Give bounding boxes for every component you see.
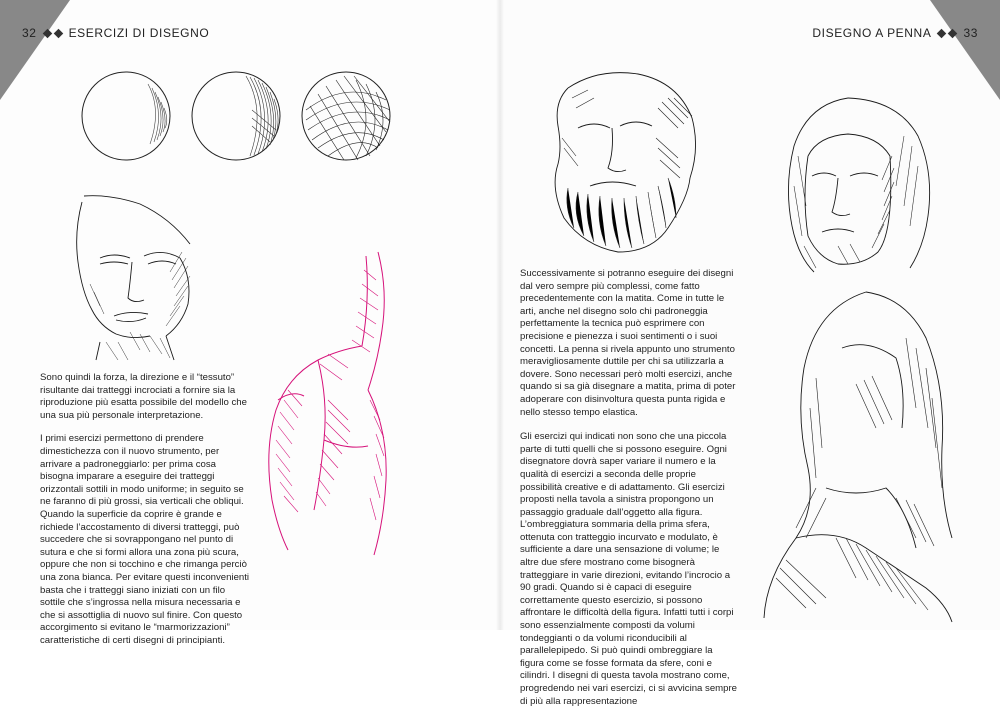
running-head-right: DISEGNO A PENNA — [812, 26, 932, 40]
sphere-sketch-medium-icon — [186, 70, 290, 164]
paragraph: Sono quindi la forza, la direzione e il “tessuto” risultante dai tratteggi incrociati a fornire sia la riproduzione più esatta possibile del modello che una sua più personale interpretazione. — [40, 372, 247, 421]
right-running-header — [812, 26, 978, 40]
paragraph: Successivamente si potranno eseguire dei disegni dal vero sempre più complessi, come fatto precedentemente con la matita. Come in tutte le arti, anche nel disegno solo chi padroneggia perfettamente la tecnica può esprimere con precisione e pienezza i suoi sentimenti o i suoi concetti. La penna si rivela appunto uno strumento meravigliosamente duttile per chi sa utilizzarla a dovere. Sono necessari però molti esercizi, anche quando si sa già disegnare a matita, prima di poter adoperare con disinvoltura questa punta rigida e nello stesso tempo elastica. — [520, 268, 736, 418]
magenta-torso-sketch-icon — [258, 250, 408, 560]
book-gutter — [496, 0, 504, 630]
diamond-ornament-icon — [43, 29, 63, 38]
paragraph: Gli esercizi qui indicati non sono che una piccola parte di tutti quelli che si possono eseguire. Ogni disegnatore dovrà saper variare il numero e la qualità di esercizi a seconda delle proprie possibilità creative e di adattamento. Gli esercizi proposti nella tavola a sinistra propongono un passaggio graduale dall’oggetto alla figura. L’ombreggiatura sommaria della prima sfera, ottenuta con tratteggio incurvato e modulato, è sufficiente a dare una sensazione di volume; le altre due sfere mostrano come bisognerà tratteggiare in varie direzioni, evitando l’incrocio a 90 gradi. Quando si è capaci di eseguire correttamente questo esercizio, si possono affrontare le difficoltà della figura. Infatti tutti i corpi sono essenzialmente composti da volumi tondeggianti o da volumi riconducibili al parallelepipedo. Si può quindi ombreggiare la figura come se fosse formata da sfere, coni e cilindri. I disegni di questa tavola mostrano come, progredendo nei vari esercizi, ci si avvicina sempre di più alla rappresentazione — [520, 431, 738, 707]
veiled-woman-face-sketch-icon — [778, 96, 938, 272]
draped-figure-sketch-icon — [756, 288, 956, 624]
sphere-sketch-dark-icon — [296, 70, 400, 164]
corner-triangle-left — [0, 0, 70, 100]
page-number-right: 33 — [963, 26, 978, 40]
right-page — [500, 0, 1000, 707]
paragraph: I primi esercizi permettono di prendere dimestichezza con il nuovo strumento, per arrivare a padroneggiarlo: per prima cosa bisogna imparare a eseguire dei tratteggi orizzontali sottili in modo uniforme; in seguito se ne faranno di più grossi, sia verticali che obliqui. Quando la superficie da coprire è grande e richiede l’accostamento di diversi tratteggi, può succedere che si sovrappongano nel punto di sutura e che si formi allora una zona più scura, oppure che non si tocchino e che rimanga perciò una zona bianca. Per evitare questi inconvenienti basta che i tratteggi siano iniziati con un filo sottile che s’ingrossa nella misura necessaria e che si assottiglia di nuovo sul finire. Con questo accorgimento si evitano le “marmorizzazioni” caratteristiche di certi disegni di principianti. — [40, 433, 250, 646]
sphere-sketch-light-icon — [78, 70, 182, 164]
left-running-header — [22, 26, 209, 40]
left-page — [0, 0, 500, 646]
corner-triangle-right — [930, 0, 1000, 100]
female-face-sketch-icon — [70, 192, 230, 362]
page-number-left: 32 — [22, 26, 37, 40]
left-body-text — [40, 372, 250, 658]
running-head-left: ESERCIZI DI DISEGNO — [68, 26, 210, 40]
right-body-text — [520, 268, 738, 720]
diamond-ornament-icon — [937, 29, 957, 38]
bearded-man-head-sketch-icon — [528, 68, 708, 254]
